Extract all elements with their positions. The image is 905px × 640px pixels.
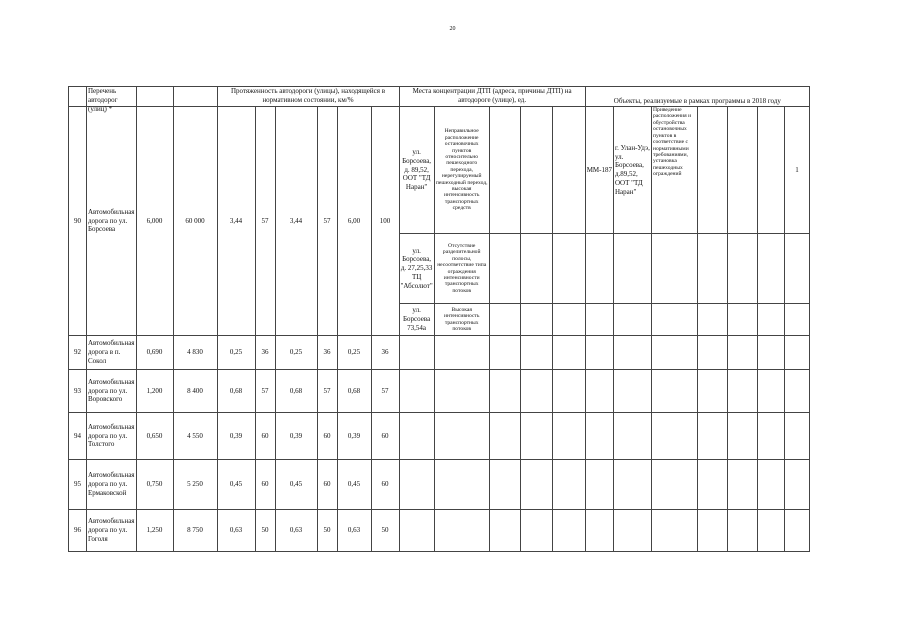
empty-cell — [784, 304, 809, 336]
table-cell: 5 250 — [173, 460, 217, 510]
table-cell: 92 — [69, 336, 87, 370]
dtp-cause: Отсутствие разделительной полосы, несоответствие типа ограждения интенсивности транспортных потоков — [434, 234, 489, 304]
table-cell: 0,68 — [337, 370, 371, 413]
empty-cell — [613, 304, 651, 336]
empty-cell — [784, 460, 809, 510]
header-empty — [136, 87, 173, 107]
table-cell: 0,690 — [136, 336, 173, 370]
table-cell: 94 — [69, 413, 87, 460]
table-cell: 0,68 — [217, 370, 255, 413]
table-cell: 50 — [317, 510, 337, 552]
empty-cell — [489, 336, 520, 370]
table-cell: 93 — [69, 370, 87, 413]
norm-pct-1: 57 — [255, 107, 275, 336]
empty-cell — [613, 510, 651, 552]
empty-cell — [613, 413, 651, 460]
table-cell: 60 — [371, 460, 399, 510]
empty-cell — [552, 370, 585, 413]
empty-cell — [757, 370, 784, 413]
table-cell: 1,200 — [136, 370, 173, 413]
table-cell: 0,25 — [217, 336, 255, 370]
empty-cell — [697, 460, 727, 510]
empty-cell — [727, 460, 757, 510]
empty-cell — [727, 107, 757, 234]
empty-cell — [585, 460, 613, 510]
table-cell: 36 — [371, 336, 399, 370]
norm-pct-3: 100 — [371, 107, 399, 336]
empty-cell — [757, 460, 784, 510]
header-dtp: Места концентрации ДТП (адреса, причины ДТП) на автодороге (улице), ед. — [399, 87, 585, 107]
table-cell: 57 — [255, 370, 275, 413]
header-objects: Объекты, реализуемые в рамках программы в 2018 году — [585, 87, 809, 107]
norm-km-3: 6,00 — [337, 107, 371, 336]
empty-cell — [651, 304, 697, 336]
table-cell: 4 830 — [173, 336, 217, 370]
empty-cell — [520, 370, 552, 413]
table-row — [69, 460, 810, 510]
road-name: Автомобильная дорога по ул. Ермаковской — [87, 460, 137, 510]
empty-cell — [613, 370, 651, 413]
header-row-num — [69, 87, 87, 107]
norm-km-1: 3,44 — [217, 107, 255, 336]
norm-pct-2: 57 — [317, 107, 337, 336]
table-cell: 0,39 — [275, 413, 317, 460]
dtp-address: ул. Борсоева, д. 89,52, ООТ "ТД Наран" — [399, 107, 434, 234]
table-cell: 0,63 — [275, 510, 317, 552]
empty-cell — [697, 413, 727, 460]
object-code: ММ-187 — [585, 107, 613, 234]
empty-cell — [784, 510, 809, 552]
table-cell: 50 — [255, 510, 275, 552]
empty-cell — [727, 234, 757, 304]
empty-cell — [520, 304, 552, 336]
empty-cell — [434, 370, 489, 413]
table-cell: 50 — [371, 510, 399, 552]
empty-cell — [727, 370, 757, 413]
empty-cell — [489, 413, 520, 460]
empty-cell — [727, 510, 757, 552]
table-cell: 8 400 — [173, 370, 217, 413]
table-cell: 36 — [255, 336, 275, 370]
table-cell: 0,39 — [217, 413, 255, 460]
empty-cell — [651, 413, 697, 460]
empty-cell — [757, 413, 784, 460]
empty-cell — [520, 460, 552, 510]
empty-cell — [784, 370, 809, 413]
object-count: 1 — [784, 107, 809, 234]
empty-cell — [727, 336, 757, 370]
empty-cell — [757, 234, 784, 304]
table-cell: 0,63 — [217, 510, 255, 552]
empty-cell — [434, 336, 489, 370]
table-cell: 96 — [69, 510, 87, 552]
empty-cell — [489, 510, 520, 552]
empty-cell — [697, 234, 727, 304]
empty-cell — [585, 234, 613, 304]
empty-cell — [552, 107, 585, 234]
empty-cell — [489, 304, 520, 336]
table-cell: 0,68 — [275, 370, 317, 413]
table-cell: 95 — [69, 460, 87, 510]
empty-cell — [552, 304, 585, 336]
table-cell: 57 — [371, 370, 399, 413]
row-number: 90 — [69, 107, 87, 336]
empty-cell — [697, 370, 727, 413]
empty-cell — [520, 510, 552, 552]
empty-cell — [552, 510, 585, 552]
table-row — [69, 336, 810, 370]
road-name: Автомобильная дорога по ул. Воровского — [87, 370, 137, 413]
empty-cell — [585, 304, 613, 336]
empty-cell — [520, 413, 552, 460]
empty-cell — [651, 370, 697, 413]
dtp-address: ул. Борсоева 73,54а — [399, 304, 434, 336]
object-address: г. Улан-Удэ, ул. Борсоева, д.89,52, ООТ "ТД Наран" — [613, 107, 651, 234]
dtp-cause: Высокая интенсивность транспортных потоков — [434, 304, 489, 336]
road-length: 6,000 — [136, 107, 173, 336]
table-cell: 0,25 — [337, 336, 371, 370]
empty-cell — [489, 107, 520, 234]
empty-cell — [520, 234, 552, 304]
road-area: 60 000 — [173, 107, 217, 336]
empty-cell — [434, 460, 489, 510]
table-cell: 0,45 — [337, 460, 371, 510]
roads-table — [68, 86, 810, 552]
empty-cell — [520, 107, 552, 234]
empty-cell — [697, 510, 727, 552]
road-name: Автомобильная дорога по ул. Толстого — [87, 413, 137, 460]
table-cell: 0,25 — [275, 336, 317, 370]
object-description: Приведение расположения и обустройства остановочных пунктов в соответствие с нормативными требованиями, установка пешеходных ограждений — [651, 107, 697, 234]
empty-cell — [434, 413, 489, 460]
empty-cell — [552, 413, 585, 460]
empty-cell — [399, 336, 434, 370]
table-cell: 60 — [255, 413, 275, 460]
table-row — [69, 370, 810, 413]
table-cell: 0,45 — [275, 460, 317, 510]
empty-cell — [552, 336, 585, 370]
dtp-address: ул. Борсоева, д. 27,25,33 ТЦ "Абсолют" — [399, 234, 434, 304]
dtp-cause: Неправильное расположение остановочных пунктов относительно пешеходного перехода, нерегулируемый пешеходный переход, высокая интенсивность транспортных средств — [434, 107, 489, 234]
empty-cell — [651, 510, 697, 552]
empty-cell — [585, 370, 613, 413]
empty-cell — [727, 304, 757, 336]
empty-cell — [399, 413, 434, 460]
page-number: 20 — [449, 26, 456, 32]
empty-cell — [651, 336, 697, 370]
empty-cell — [651, 234, 697, 304]
empty-cell — [727, 413, 757, 460]
empty-cell — [399, 460, 434, 510]
empty-cell — [489, 460, 520, 510]
table-cell: 0,39 — [337, 413, 371, 460]
empty-cell — [399, 370, 434, 413]
table-cell: 4 550 — [173, 413, 217, 460]
empty-cell — [757, 107, 784, 234]
empty-cell — [585, 510, 613, 552]
empty-cell — [613, 234, 651, 304]
empty-cell — [399, 510, 434, 552]
road-name: Автомобильная дорога в п. Сокол — [87, 336, 137, 370]
empty-cell — [434, 510, 489, 552]
header-empty — [173, 87, 217, 107]
empty-cell — [784, 336, 809, 370]
norm-km-2: 3,44 — [275, 107, 317, 336]
empty-cell — [697, 336, 727, 370]
table-cell: 0,63 — [337, 510, 371, 552]
header-length: Протяженность автодороги (улицы), находящейся в нормативном состоянии, км/% — [217, 87, 399, 107]
empty-cell — [651, 460, 697, 510]
road-name: Автомобильная дорога по ул. Борсоева — [87, 107, 137, 336]
empty-cell — [552, 460, 585, 510]
empty-cell — [585, 413, 613, 460]
empty-cell — [757, 510, 784, 552]
road-name: Автомобильная дорога по ул. Гоголя — [87, 510, 137, 552]
empty-cell — [757, 336, 784, 370]
table-cell: 8 750 — [173, 510, 217, 552]
empty-cell — [585, 336, 613, 370]
table-row — [69, 413, 810, 460]
empty-cell — [489, 370, 520, 413]
header-road-list: Перечень автодорог (улиц) * — [87, 87, 137, 107]
table-cell: 1,250 — [136, 510, 173, 552]
table-cell: 60 — [317, 413, 337, 460]
empty-cell — [784, 234, 809, 304]
table-cell: 60 — [255, 460, 275, 510]
table-cell: 36 — [317, 336, 337, 370]
empty-cell — [489, 234, 520, 304]
table-cell: 0,650 — [136, 413, 173, 460]
table-cell: 0,45 — [217, 460, 255, 510]
table-cell: 0,750 — [136, 460, 173, 510]
table-row — [69, 510, 810, 552]
empty-cell — [697, 107, 727, 234]
table-cell: 60 — [317, 460, 337, 510]
empty-cell — [613, 336, 651, 370]
empty-cell — [552, 234, 585, 304]
empty-cell — [784, 413, 809, 460]
empty-cell — [697, 304, 727, 336]
table-cell: 57 — [317, 370, 337, 413]
empty-cell — [757, 304, 784, 336]
empty-cell — [520, 336, 552, 370]
table-cell: 60 — [371, 413, 399, 460]
empty-cell — [613, 460, 651, 510]
